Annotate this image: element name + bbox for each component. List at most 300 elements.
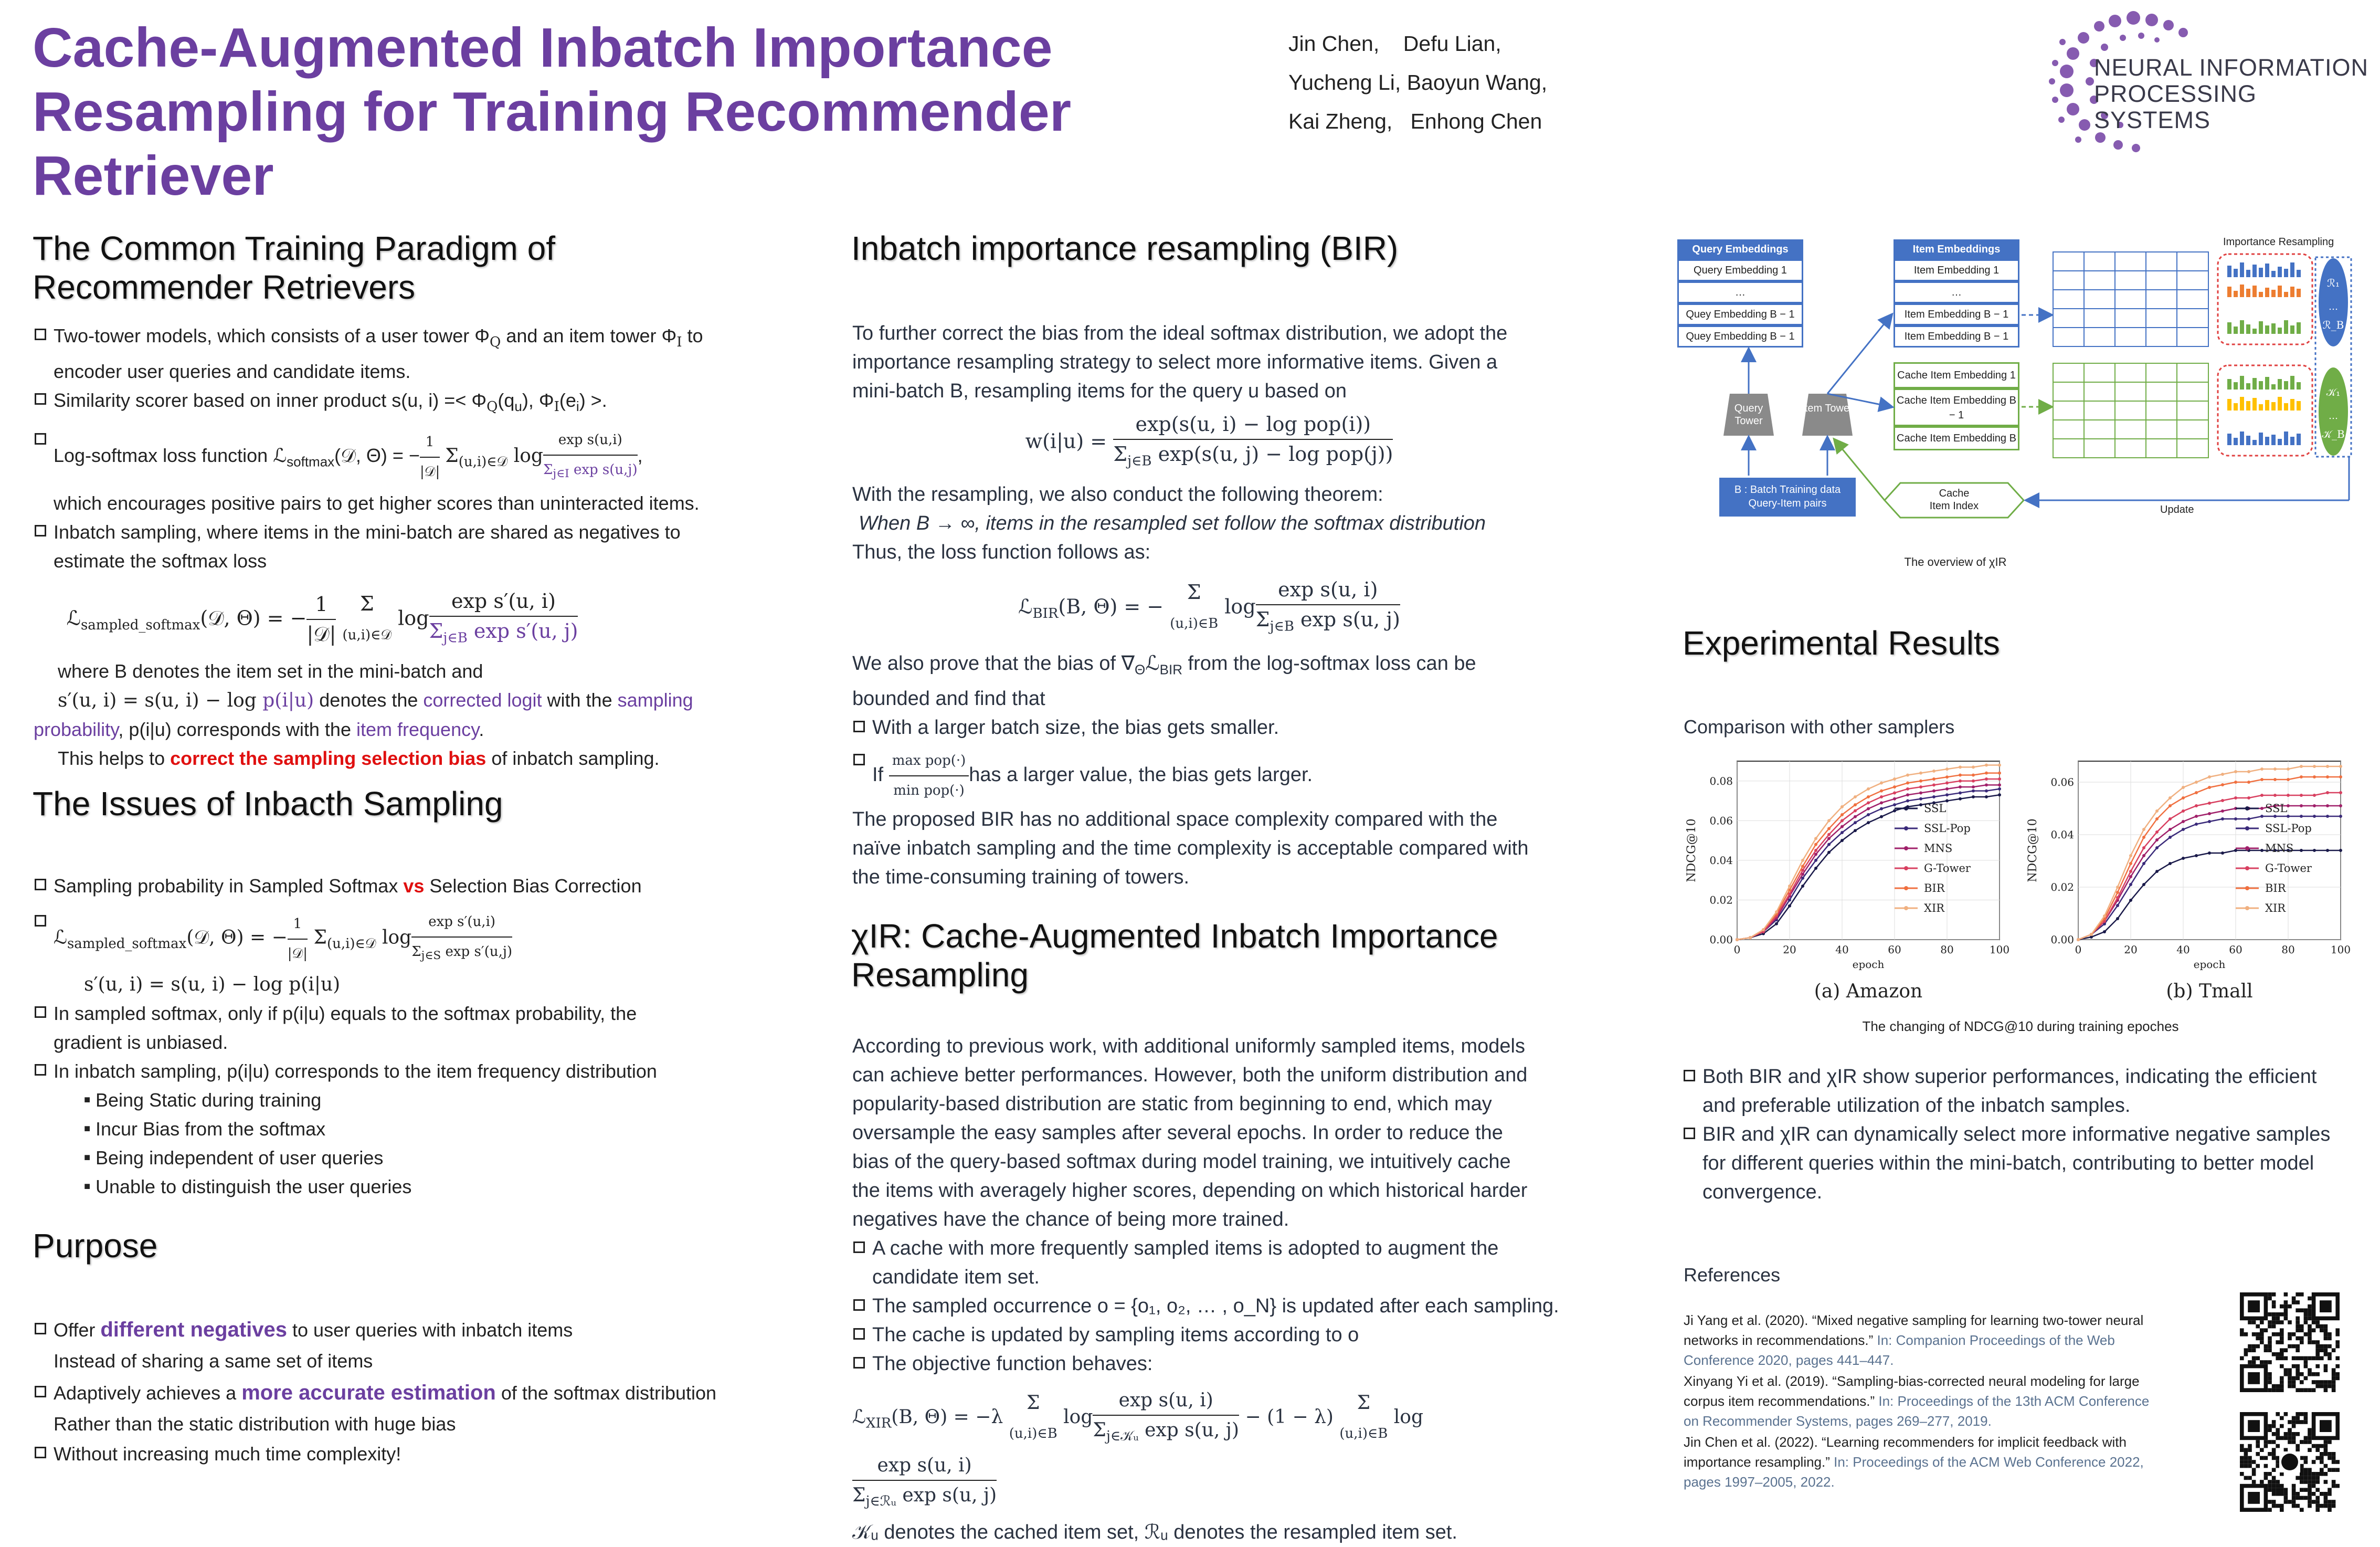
bullet-continuation: gradient is unbiased.: [54, 1032, 228, 1054]
svg-text:𝒦₁: 𝒦₁: [2326, 386, 2341, 398]
bir-text: the time-consuming training of towers.: [852, 866, 1190, 888]
xir-text: bias of the query-based softmax during model training, we intuitively cache: [852, 1151, 1511, 1173]
qr-module: [2272, 1424, 2276, 1428]
qr-module: [2320, 1504, 2324, 1508]
qr-module: [2300, 1324, 2304, 1329]
qr-module: [2240, 1444, 2244, 1448]
bir-text: naïve inbatch sampling and the time complexity is acceptable compared with: [852, 837, 1529, 859]
query-embedding-row: …: [1677, 281, 1803, 303]
data-point: [1880, 807, 1883, 811]
qr-module: [2315, 1480, 2320, 1484]
qr-module: [2315, 1496, 2320, 1500]
x-tick-label: 0: [1733, 943, 1741, 956]
qr-module: [2268, 1428, 2272, 1432]
qr-module: [2296, 1328, 2300, 1332]
qr-module: [2268, 1336, 2272, 1341]
data-point: [2260, 767, 2263, 771]
diagram-caption: The overview of χIR: [1904, 555, 2007, 569]
data-point: [2247, 781, 2250, 784]
data-point: [1972, 790, 1975, 793]
data-point: [2155, 870, 2159, 873]
qr-module: [2320, 1328, 2324, 1332]
qr-module: [2272, 1304, 2276, 1309]
results-subtitle: Comparison with other samplers: [1684, 716, 1955, 738]
reference-item: [1684, 1371, 2214, 1431]
y-tick-label: 0.04: [1709, 854, 1733, 867]
qr-module: [2248, 1320, 2252, 1324]
qr-module: [2272, 1292, 2276, 1297]
data-point: [1998, 772, 2001, 775]
qr-module: [2272, 1317, 2276, 1321]
qr-module: [2268, 1508, 2272, 1512]
qr-module: [2292, 1492, 2296, 1496]
qr-module: [2308, 1368, 2312, 1372]
qr-module: [2312, 1388, 2316, 1392]
qr-module: [2256, 1444, 2260, 1448]
qr-module: [2308, 1428, 2312, 1432]
qr-module: [2288, 1384, 2292, 1388]
data-point: [1762, 928, 1765, 931]
qr-module: [2324, 1336, 2328, 1341]
bullet-dynamic: BIR and χIR can dynamically select more informative negative samples: [1683, 1120, 2375, 1149]
qr-module: [2280, 1348, 2284, 1352]
data-point: [1867, 807, 1870, 811]
qr-module: [2280, 1340, 2284, 1344]
qr-module: [2304, 1317, 2308, 1321]
histogram-bars-blue: [2227, 262, 2301, 277]
data-point: [2182, 857, 2185, 860]
qr-module: [2312, 1472, 2316, 1476]
xir-text: can achieve better performances. However, both the uniform distribution and: [852, 1064, 1528, 1086]
data-point: [1906, 787, 1909, 791]
qr-module: [2264, 1456, 2268, 1460]
section-purpose: [34, 1316, 737, 1468]
qr-module: [2328, 1440, 2332, 1444]
qr-module: [2315, 1352, 2320, 1356]
data-point: [1867, 813, 1870, 816]
qr-module: [2280, 1376, 2284, 1381]
qr-module: [2324, 1464, 2328, 1468]
qr-module: [2315, 1508, 2320, 1512]
qr-module: [2292, 1504, 2296, 1508]
qr-module: [2268, 1292, 2272, 1297]
qr-code-icon[interactable]: [2240, 1292, 2340, 1392]
data-point: [2300, 794, 2303, 797]
qr-module: [2260, 1480, 2264, 1484]
item-embedding-row: …: [1894, 281, 2019, 303]
qr-module: [2292, 1332, 2296, 1336]
qr-module: [2308, 1432, 2312, 1436]
sub-bullet: ■ Incur Bias from the softmax: [34, 1114, 737, 1143]
qr-module: [2308, 1308, 2312, 1312]
data-point: [2326, 815, 2329, 818]
qr-module: [2308, 1496, 2312, 1500]
qr-module: [2268, 1344, 2272, 1349]
y-axis-label: NDCG@10: [1685, 818, 1698, 882]
x-axis-label: epoch: [2193, 958, 2226, 971]
data-point: [2169, 817, 2172, 820]
reference-item: [1684, 1310, 2214, 1370]
data-point: [2169, 796, 2172, 799]
qr-module: [2315, 1504, 2320, 1508]
data-point: [1814, 837, 1817, 840]
reference-line: Jin Chen et al. (2022). “Learning recommenders for implicit feedback with: [1684, 1434, 2127, 1450]
qr-module: [2296, 1368, 2300, 1372]
qr-module: [2292, 1436, 2296, 1440]
qr-module: [2276, 1384, 2280, 1388]
qr-module: [2332, 1452, 2336, 1456]
data-point: [2287, 767, 2290, 771]
qr-module: [2288, 1432, 2292, 1436]
data-point: [2247, 817, 2250, 820]
qr-module: [2292, 1344, 2296, 1349]
qr-module: [2240, 1472, 2244, 1476]
qr-module: [2328, 1336, 2332, 1341]
qr-module: [2272, 1488, 2276, 1492]
data-point: [2077, 938, 2080, 941]
chart-title: (a) Amazon: [1814, 981, 1923, 1002]
qr-module: [2312, 1320, 2316, 1324]
data-point: [2142, 828, 2145, 831]
data-point: [2273, 815, 2277, 818]
data-point: [2339, 775, 2342, 778]
y-tick-label: 0.06: [2050, 776, 2074, 788]
legend-label: G-Tower: [1924, 862, 1971, 875]
qr-module: [2276, 1320, 2280, 1324]
qr-module: [2335, 1332, 2340, 1336]
qr-module: [2304, 1468, 2308, 1472]
qr-module: [2280, 1320, 2284, 1324]
qr-module: [2335, 1484, 2340, 1488]
qr-module: [2240, 1456, 2244, 1460]
data-point: [1985, 790, 1988, 793]
data-point: [1867, 801, 1870, 804]
reference-line: Ji Yang et al. (2020). “Mixed negative sampling for learning two-tower neural: [1684, 1312, 2144, 1328]
qr-module: [2260, 1332, 2264, 1336]
data-point: [2182, 786, 2185, 789]
qr-module: [2272, 1452, 2276, 1456]
qr-module: [2312, 1356, 2316, 1361]
qr-module: [2308, 1388, 2312, 1392]
data-point: [1867, 821, 1870, 824]
reference-link[interactable]: In: Proceedings of the 13th ACM Conference: [1878, 1393, 2150, 1409]
qr-module: [2264, 1328, 2268, 1332]
legend-label: XIR: [2265, 902, 2286, 914]
data-point: [2221, 773, 2224, 776]
data-point: [1801, 865, 1804, 868]
qr-module: [2308, 1336, 2312, 1341]
qr-module: [2332, 1348, 2336, 1352]
section-title-line: Resampling: [851, 956, 1029, 994]
qr-module: [2284, 1317, 2288, 1321]
data-point: [1985, 783, 1988, 786]
qr-module: [2272, 1476, 2276, 1480]
data-point: [2116, 904, 2119, 907]
data-point: [2300, 804, 2303, 807]
qr-module: [2284, 1368, 2288, 1372]
query-embedding-row: Query Embedding 1: [1677, 259, 1803, 281]
qr-module: [2324, 1492, 2328, 1496]
qr-module: [2272, 1484, 2276, 1488]
data-point: [1814, 853, 1817, 856]
y-tick-label: 0.02: [2050, 881, 2074, 893]
qr-module: [2332, 1460, 2336, 1464]
qr-module: [2300, 1508, 2304, 1512]
qr-module: [2324, 1472, 2328, 1476]
x-tick-label: 60: [1888, 943, 1901, 956]
qr-module: [2276, 1412, 2280, 1416]
section-title-line: The Common Training Paradigm of: [33, 229, 555, 267]
qr-module: [2304, 1320, 2308, 1324]
bullet-objective: The objective function behaves:: [852, 1350, 1566, 1378]
legend-marker: [2245, 826, 2249, 830]
wechat-qr-code-icon[interactable]: [2240, 1412, 2340, 1512]
qr-module: [2312, 1492, 2316, 1496]
bullet-occurrence: The sampled occurrence o = {o₁, o₂, … , o_N} is updated after each sampling.: [852, 1292, 1566, 1321]
data-point: [2195, 815, 2198, 818]
reference-link[interactable]: In: Proceedings of the ACM Web Conference 2022,: [1834, 1454, 2144, 1470]
qr-module: [2308, 1297, 2312, 1301]
legend-marker: [1904, 866, 1908, 870]
qr-module: [2304, 1412, 2308, 1416]
update-label: Update: [2160, 504, 2194, 515]
qr-module: [2244, 1460, 2248, 1464]
qr-module: [2244, 1352, 2248, 1356]
legend-marker: [1904, 806, 1908, 811]
data-point: [2169, 828, 2172, 831]
qr-module: [2268, 1440, 2272, 1444]
x-tick-label: 20: [1783, 943, 1796, 956]
data-point: [1827, 837, 1831, 840]
qr-module: [2335, 1340, 2340, 1344]
qr-module: [2288, 1304, 2292, 1309]
data-point: [1814, 849, 1817, 852]
data-point: [1827, 827, 1831, 830]
qr-finder: [2248, 1300, 2260, 1312]
data-point: [2287, 778, 2290, 781]
author: Defu Lian,: [1403, 31, 1501, 56]
data-point: [1880, 815, 1883, 818]
item-embedding-row: Item Embedding B − 1: [1894, 325, 2019, 348]
qr-module: [2284, 1496, 2288, 1500]
qr-module: [2280, 1424, 2284, 1428]
data-point: [1959, 773, 1962, 776]
qr-module: [2252, 1356, 2256, 1361]
qr-module: [2252, 1360, 2256, 1364]
qr-module: [2252, 1472, 2256, 1476]
qr-module: [2300, 1308, 2304, 1312]
data-point: [1959, 797, 1962, 801]
qr-module: [2300, 1412, 2304, 1416]
bullet-continuation: estimate the softmax loss: [54, 550, 267, 572]
qr-module: [2292, 1488, 2296, 1492]
qr-module: [2256, 1440, 2260, 1444]
qr-module: [2284, 1448, 2288, 1452]
xir-text: popularity-based distribution are static from beginning to end, which may: [852, 1093, 1492, 1115]
data-point: [2195, 781, 2198, 784]
reference-line: networks in recommendations.”: [1684, 1332, 1877, 1348]
data-point: [2155, 809, 2159, 813]
qr-module: [2292, 1420, 2296, 1424]
qr-module: [2335, 1344, 2340, 1349]
qr-module: [2320, 1460, 2324, 1464]
qr-module: [2256, 1344, 2260, 1349]
legend-label: MNS: [2265, 842, 2294, 855]
qr-module: [2300, 1480, 2304, 1484]
qr-module: [2288, 1436, 2292, 1440]
qr-module: [2248, 1344, 2252, 1349]
data-point: [2326, 804, 2329, 807]
data-point: [1932, 795, 1935, 798]
data-point: [1840, 825, 1844, 828]
reference-link[interactable]: In: Companion Proceedings of the Web: [1877, 1332, 2115, 1348]
references-title: References: [1684, 1264, 1781, 1286]
qr-module: [2284, 1300, 2288, 1304]
data-point: [2300, 849, 2303, 852]
qr-module: [2268, 1312, 2272, 1317]
cache-label: [1900, 487, 2008, 512]
qr-module: [2280, 1364, 2284, 1369]
qr-module: [2260, 1456, 2264, 1460]
qr-module: [2268, 1360, 2272, 1364]
qr-module: [2304, 1476, 2308, 1480]
data-point: [2090, 933, 2093, 936]
qr-module: [2276, 1492, 2280, 1496]
qr-module: [2308, 1448, 2312, 1452]
data-point: [1893, 777, 1896, 781]
qr-module: [2292, 1300, 2296, 1304]
legend-marker: [1904, 906, 1908, 910]
qr-module: [2284, 1348, 2288, 1352]
reference-line: corpus item recommendations.”: [1684, 1393, 1879, 1409]
references-list: [1684, 1310, 2214, 1492]
qr-module: [2268, 1472, 2272, 1476]
data-point: [1854, 803, 1857, 806]
qr-module: [2276, 1444, 2280, 1448]
qr-module: [2328, 1468, 2332, 1472]
reference-link[interactable]: Conference 2020, pages 441–447.: [1684, 1352, 1894, 1368]
qr-module: [2288, 1376, 2292, 1381]
qr-module: [2280, 1484, 2284, 1488]
data-point: [2169, 836, 2172, 839]
qr-module: [2296, 1320, 2300, 1324]
qr-module: [2308, 1328, 2312, 1332]
qr-module: [2252, 1332, 2256, 1336]
qr-module: [2284, 1292, 2288, 1297]
data-point: [1932, 783, 1935, 786]
data-point: [1945, 782, 1949, 785]
logo-line-2: PROCESSING SYSTEMS: [2094, 80, 2257, 133]
data-point: [1840, 839, 1844, 842]
qr-module: [2296, 1492, 2300, 1496]
qr-module: [2280, 1328, 2284, 1332]
svg-text:…: …: [2329, 411, 2338, 422]
qr-module: [2288, 1368, 2292, 1372]
data-point: [1880, 801, 1883, 804]
reference-item: [1684, 1432, 2214, 1492]
data-point: [2142, 846, 2145, 849]
sub-bullet: ■ Being independent of user queries: [34, 1143, 737, 1172]
qr-module: [2320, 1492, 2324, 1496]
y-tick-label: 0.08: [1709, 774, 1733, 787]
qr-module: [2308, 1312, 2312, 1317]
histogram-bars-green2: [2227, 376, 2301, 390]
qr-module: [2276, 1352, 2280, 1356]
qr-module: [2304, 1456, 2308, 1460]
reference-link[interactable]: on Recommender Systems, pages 269–277, 2019.: [1684, 1413, 1992, 1429]
qr-module: [2324, 1500, 2328, 1504]
data-point: [2300, 815, 2303, 818]
qr-module: [2300, 1356, 2304, 1361]
y-tick-label: 0.06: [1709, 814, 1733, 827]
qr-module: [2312, 1500, 2316, 1504]
poster-title: [33, 16, 1303, 208]
qr-module: [2272, 1352, 2276, 1356]
qr-module: [2268, 1348, 2272, 1352]
data-point: [1827, 833, 1831, 836]
item-tower-shape: [1802, 394, 1853, 436]
data-point: [2273, 767, 2277, 771]
qr-module: [2312, 1460, 2316, 1464]
qr-module: [2244, 1452, 2248, 1456]
qr-module: [2280, 1304, 2284, 1309]
qr-module: [2308, 1504, 2312, 1508]
qr-module: [2300, 1468, 2304, 1472]
qr-module: [2276, 1480, 2280, 1484]
qr-module: [2315, 1448, 2320, 1452]
reference-link[interactable]: pages 1997–2005, 2022.: [1684, 1474, 1835, 1490]
qr-module: [2272, 1440, 2276, 1444]
qr-module: [2328, 1344, 2332, 1349]
qr-module: [2288, 1344, 2292, 1349]
data-point: [2247, 770, 2250, 773]
qr-module: [2280, 1436, 2284, 1440]
qr-module: [2296, 1324, 2300, 1329]
qr-module: [2328, 1384, 2332, 1388]
qr-module: [2248, 1460, 2252, 1464]
qr-module: [2280, 1356, 2284, 1361]
data-point: [2182, 796, 2185, 799]
bullet-continuation: encoder user queries and candidate items.: [54, 361, 411, 383]
qr-module: [2304, 1480, 2308, 1484]
qr-module: [2335, 1372, 2340, 1376]
qr-module: [2272, 1504, 2276, 1508]
xir-text: oversample the easy samples after several epochs. In order to reduce the: [852, 1122, 1503, 1144]
qr-module: [2308, 1372, 2312, 1376]
qr-module: [2296, 1420, 2300, 1424]
qr-module: [2308, 1436, 2312, 1440]
data-point: [2169, 804, 2172, 807]
data-point: [1919, 803, 1922, 806]
qr-module: [2260, 1336, 2264, 1341]
qr-module: [2312, 1380, 2316, 1384]
data-point: [2182, 828, 2185, 831]
qr-module: [2296, 1292, 2300, 1297]
qr-module: [2292, 1500, 2296, 1504]
data-point: [2129, 862, 2132, 865]
item-embedding-row: Item Embedding B − 1: [1894, 303, 2019, 325]
data-point: [1840, 819, 1844, 822]
qr-finder: [2320, 1420, 2332, 1432]
svg-text:ℛ₁: ℛ₁: [2327, 277, 2340, 289]
section-title-training-paradigm: [33, 229, 555, 307]
qr-module: [2292, 1424, 2296, 1428]
qr-module: [2248, 1476, 2252, 1480]
qr-module: [2268, 1320, 2272, 1324]
qr-module: [2315, 1384, 2320, 1388]
xir-text: According to previous work, with additional uniformly sampled items, models: [852, 1035, 1525, 1057]
qr-module: [2315, 1472, 2320, 1476]
